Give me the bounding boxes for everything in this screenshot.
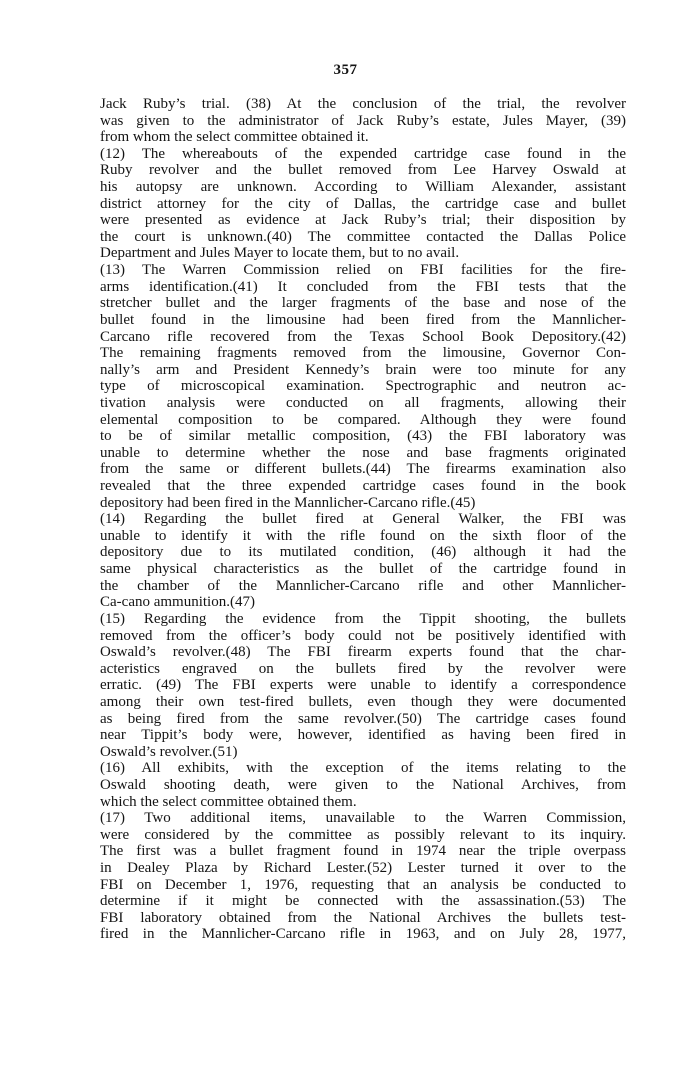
text-line: Carcano rifle recovered from the Texas School Book Depository.(42) [100,328,626,345]
text-line: district attorney for the city of Dallas, the cartridge case and bullet [100,195,626,212]
text-line: near Tippit’s body were, however, identified as having been fired in [100,727,626,744]
text-line: tivation analysis were conducted on all fragments, allowing their [100,394,626,411]
text-line: (14) Regarding the bullet fired at General Walker, the FBI was [100,511,626,528]
text-line: removed from the officer’s body could not be positively identified with [100,627,626,644]
text-line: was given to the administrator of Jack Ruby’s estate, Jules Mayer, (39) [100,112,626,129]
text-line: Ca-cano ammunition.(47) [100,594,255,611]
text-line: among their own test-fired bullets, even though they were documented [100,693,626,710]
text-line: Oswald shooting death, were given to the National Archives, from [100,776,626,793]
text-line: were presented as evidence at Jack Ruby’s trial; their disposition by [100,212,626,229]
text-line: his autopsy are unknown. According to William Alexander, assistant [100,179,626,196]
text-line: the court is unknown.(40) The committee contacted the Dallas Police [100,228,626,245]
text-line: which the select committee obtained them. [100,793,357,810]
text-line: type of microscopical examination. Spectrographic and neutron ac- [100,378,626,395]
text-line: unable to determine whether the nose and base fragments originated [100,444,626,461]
text-line: depository had been fired in the Mannlicher-Carcano rifle.(45) [100,494,476,511]
text-line: stretcher bullet and the larger fragments of the base and nose of the [100,295,626,312]
text-line: (17) Two additional items, unavailable to the Warren Commission, [100,810,626,827]
text-line: Ruby revolver and the bullet removed from Lee Harvey Oswald at [100,162,626,179]
text-line: arms identification.(41) It concluded from the FBI tests that the [100,278,626,295]
text-line: determine if it might be connected with the assassination.(53) The [100,893,626,910]
text-line: nally’s arm and President Kennedy’s brain were too minute for any [100,361,626,378]
text-line: Department and Jules Mayer to locate them, but to no avail. [100,245,460,262]
text-line: revealed that the three expended cartridge cases found in the book [100,478,626,495]
text-line: bullet found in the limousine had been fired from the Mannlicher- [100,311,626,328]
text-line: acteristics engraved on the bullets fired by the revolver were [100,660,626,677]
text-line: elemental composition to be compared. Although they were found [100,411,626,428]
text-line: from the same or different bullets.(44) The firearms examination also [100,461,626,478]
text-line: The remaining fragments removed from the limousine, Governor Con- [100,345,626,362]
text-line: (16) All exhibits, with the exception of the items relating to the [100,760,626,777]
text-line: were considered by the committee as possibly relevant to its inquiry. [100,826,626,843]
text-line: from whom the select committee obtained it. [100,129,369,146]
text-line: (12) The whereabouts of the expended cartridge case found in the [100,145,626,162]
text-line: as being fired from the same revolver.(50) The cartridge cases found [100,710,626,727]
text-line: depository due to its mutilated condition, (46) although it had the [100,544,626,561]
text-line: in Dealey Plaza by Richard Lester.(52) Lester turned it over to the [100,860,626,877]
text-line: fired in the Mannlicher-Carcano rifle in 1963, and on July 28, 1977, [100,926,626,943]
text-line: FBI on December 1, 1976, requesting that an analysis be conducted to [100,876,626,893]
text-line: (13) The Warren Commission relied on FBI facilities for the fire- [100,262,626,279]
text-line: Oswald’s revolver.(48) The FBI firearm experts found that the char- [100,644,626,661]
text-line: Oswald’s revolver.(51) [100,743,238,760]
text-line: the chamber of the Mannlicher-Carcano rifle and other Mannlicher- [100,577,626,594]
text-line: to be of similar metallic composition, (43) the FBI laboratory was [100,428,626,445]
text-line: Jack Ruby’s trial. (38) At the conclusion of the trial, the revolver [100,96,626,112]
text-line: (15) Regarding the evidence from the Tippit shooting, the bullets [100,610,626,627]
text-line: The first was a bullet fragment found in 1974 near the triple overpass [100,843,626,860]
body-text [100,96,626,943]
text-line: same physical characteristics as the bullet of the cartridge found in [100,561,626,578]
text-line: unable to identify it with the rifle found on the sixth floor of the [100,527,626,544]
page-number: 357 [333,62,358,78]
text-line: erratic. (49) The FBI experts were unable to identify a correspondence [100,677,626,694]
text-line: FBI laboratory obtained from the National Archives the bullets test- [100,909,626,926]
